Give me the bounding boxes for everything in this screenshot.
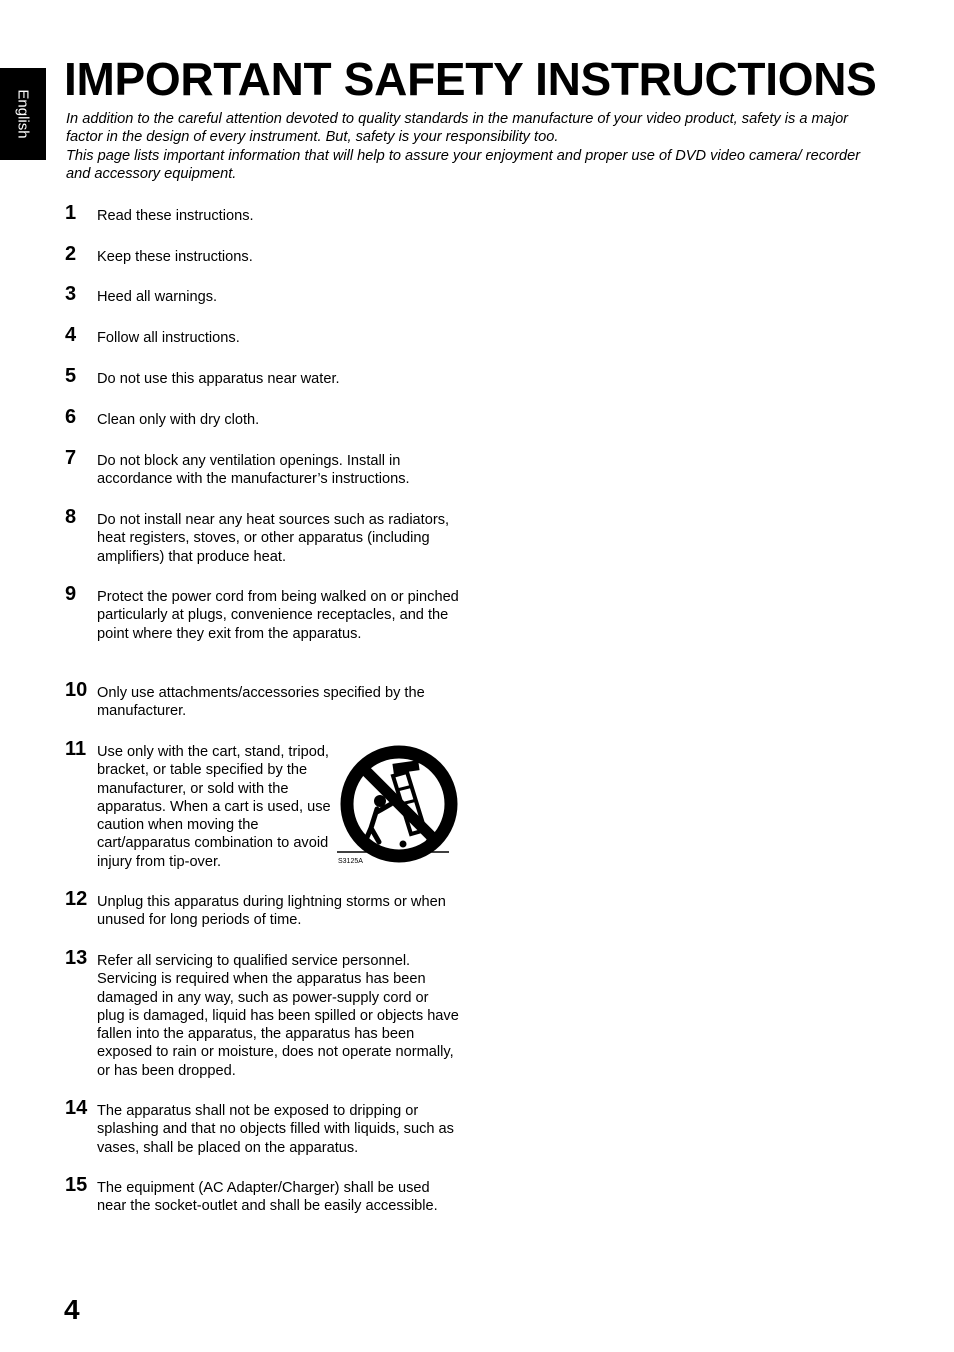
instruction-item	[65, 583, 460, 643]
language-tab	[0, 68, 46, 160]
instruction-number: 13	[65, 947, 88, 969]
page-number: 4	[64, 1294, 80, 1325]
instruction-text: Clean only with dry cloth.	[97, 412, 260, 428]
instruction-item	[65, 202, 460, 225]
instruction-item	[65, 506, 460, 566]
instruction-number: 4	[65, 324, 77, 346]
instruction-number: 2	[65, 243, 77, 265]
instruction-item	[65, 947, 460, 1080]
instruction-number: 10	[65, 679, 88, 701]
instruction-item	[65, 324, 460, 347]
instruction-text: Use only with the cart, stand, tripod, bracket, or table specified by the manufacturer, or sold with the apparatus. When a cart is used, use caution when moving the cart/apparatus combination to avoid injury from tip-over.	[97, 744, 331, 870]
instruction-number: 1	[65, 202, 77, 224]
instruction-text: Follow all instructions.	[97, 330, 240, 346]
instruction-number: 7	[65, 447, 77, 469]
instruction-item	[65, 365, 460, 388]
instruction-number: 3	[65, 283, 77, 305]
instruction-text: Only use attachments/accessories specified by the manufacturer.	[97, 685, 425, 720]
page-title: IMPORTANT SAFETY INSTRUCTIONS	[64, 53, 877, 105]
intro-paragraph: This page lists important information that will help to assure your enjoyment and proper use of DVD video camera/ recorder and accessory equipment.	[66, 147, 861, 182]
figure-label: S3125A	[338, 858, 363, 865]
instruction-number: 6	[65, 406, 77, 428]
instruction-text: Keep these instructions.	[97, 249, 253, 265]
intro-paragraph: In addition to the careful attention devoted to quality standards in the manufacture of your video product, safety is a major factor in the design of every instrument. But, safety is your responsibility too.	[66, 111, 849, 146]
instruction-text: The apparatus shall not be exposed to dripping or splashing and that no objects filled with liquids, such as vases, shall be placed on the apparatus.	[97, 1103, 454, 1156]
instruction-item	[65, 888, 460, 930]
instruction-item	[65, 1174, 460, 1216]
instruction-text: Refer all servicing to qualified service personnel. Servicing is required when the apparatus has been damaged in any way, such as power-supply cord or plug is damaged, liquid has been spilled or objects have fallen into the apparatus, the apparatus has been exposed to rain or moisture, does not operate normally, or has been dropped.	[97, 953, 459, 1079]
instruction-text: Heed all warnings.	[97, 289, 218, 305]
instruction-item	[65, 447, 460, 489]
instruction-item	[65, 406, 460, 429]
instruction-item	[65, 283, 460, 306]
instruction-number: 8	[65, 506, 77, 528]
instruction-text: Do not install near any heat sources such as radiators, heat registers, stoves, or other apparatus (including amplifiers) that produce heat.	[97, 512, 450, 565]
cart-tip-over-warning-icon	[337, 742, 461, 866]
instruction-number: 9	[65, 583, 77, 605]
instruction-text: Do not use this apparatus near water.	[97, 371, 340, 387]
instruction-item	[65, 1097, 460, 1157]
intro-text	[66, 110, 886, 183]
instruction-text: Unplug this apparatus during lightning storms or when unused for long periods of time.	[97, 894, 446, 929]
instruction-number: 12	[65, 888, 88, 910]
instruction-number: 11	[65, 738, 87, 760]
instruction-text: The equipment (AC Adapter/Charger) shall be used near the socket-outlet and shall be easily accessible.	[97, 1180, 438, 1215]
instruction-item	[65, 679, 460, 721]
instruction-item	[65, 243, 460, 266]
instruction-text: Read these instructions.	[97, 208, 254, 224]
instruction-number: 5	[65, 365, 77, 387]
language-tab-label: English	[14, 89, 32, 139]
instruction-text: Do not block any ventilation openings. Install in accordance with the manufacturer’s instructions.	[97, 453, 410, 488]
instruction-text: Protect the power cord from being walked on or pinched particularly at plugs, convenience receptacles, and the point where they exit from the apparatus.	[97, 589, 459, 642]
instruction-number: 15	[65, 1174, 88, 1196]
instruction-number: 14	[65, 1097, 88, 1119]
